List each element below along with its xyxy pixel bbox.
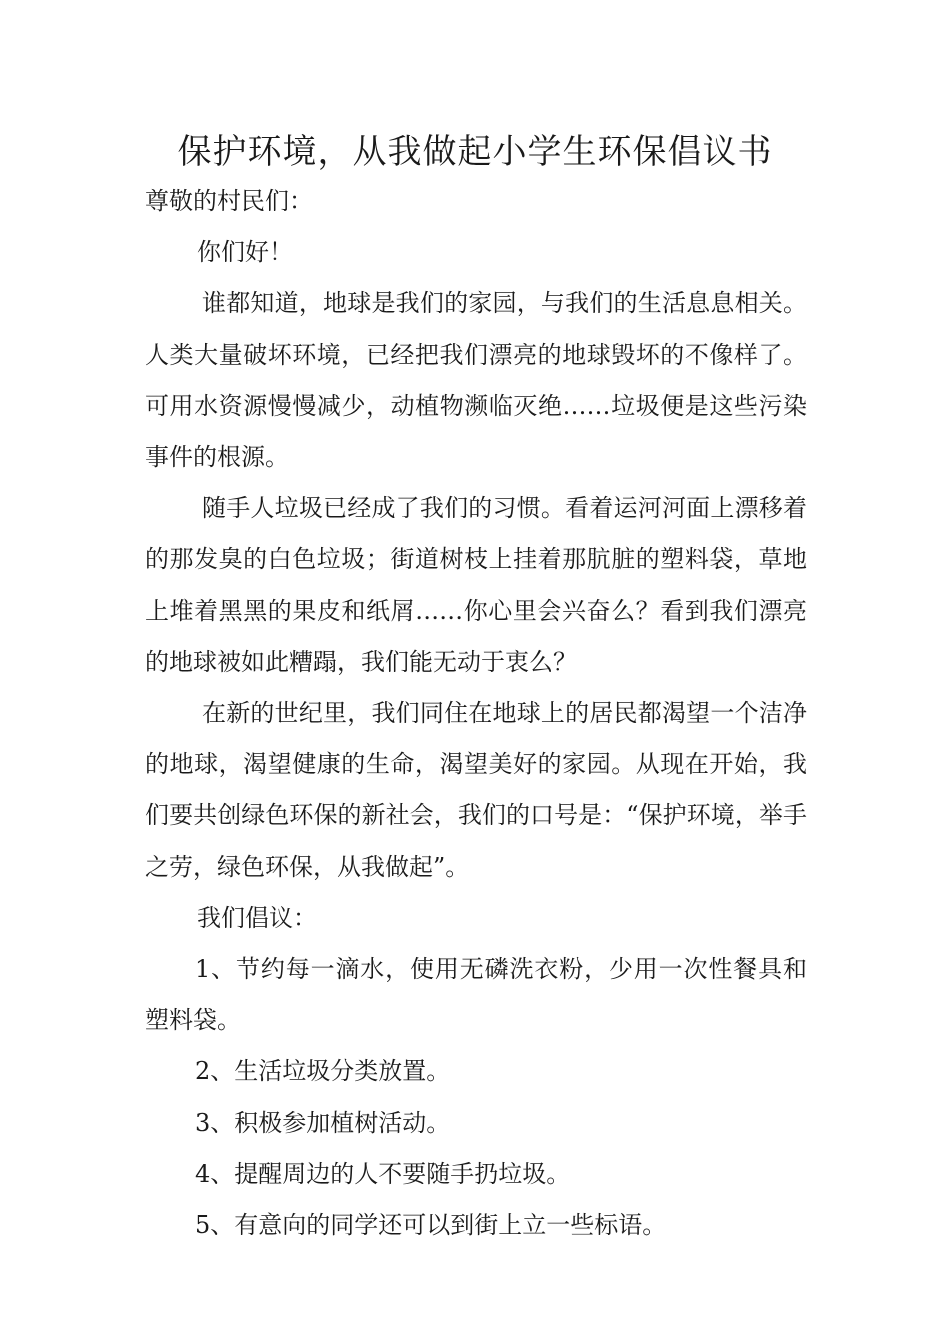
document-title: 保护环境，从我做起小学生环保倡议书	[177, 132, 773, 172]
proposal-item-2: 2、生活垃圾分类放置。	[195, 1057, 451, 1086]
paragraph-3: 在新的世纪里，我们同住在地球上的居民都渴望一个洁净的地球，渴望健康的生命，渴望美好的家园。从现在开始，我们要共创绿色环保的新社会，我们的口号是：“保护环境，举手之劳，绿色环保，从我做起”。	[145, 699, 807, 881]
proposal-heading: 我们倡议：	[197, 903, 317, 932]
greeting: 你们好！	[197, 238, 293, 267]
proposal-item-3: 3、积极参加植树活动。	[195, 1108, 451, 1137]
proposal-item-4: 4、提醒周边的人不要随手扔垃圾。	[195, 1159, 571, 1188]
paragraph-1: 谁都知道，地球是我们的家园，与我们的生活息息相关。人类大量破坏环境，已经把我们漂亮的地球毁坏的不像样了。可用水资源慢慢减少，动植物濒临灭绝……垃圾便是这些污染事件的根源。	[145, 289, 807, 472]
paragraph-2: 随手人垃圾已经成了我们的习惯。看着运河河面上漂移着的那发臭的白色垃圾；街道树枝上挂着那肮脏的塑料袋，草地上堆着黑黑的果皮和纸屑……你心里会兴奋么？看到我们漂亮的地球被如此糟蹋，我们能无动于衷么？	[145, 494, 807, 676]
proposal-item-1: 1、节约每一滴水，使用无磷洗衣粉，少用一次性餐具和塑料袋。	[145, 955, 807, 1035]
salutation: 尊敬的村民们：	[145, 187, 313, 215]
proposal-item-5: 5、有意向的同学还可以到街上立一些标语。	[195, 1211, 667, 1240]
document-body	[145, 176, 807, 1251]
